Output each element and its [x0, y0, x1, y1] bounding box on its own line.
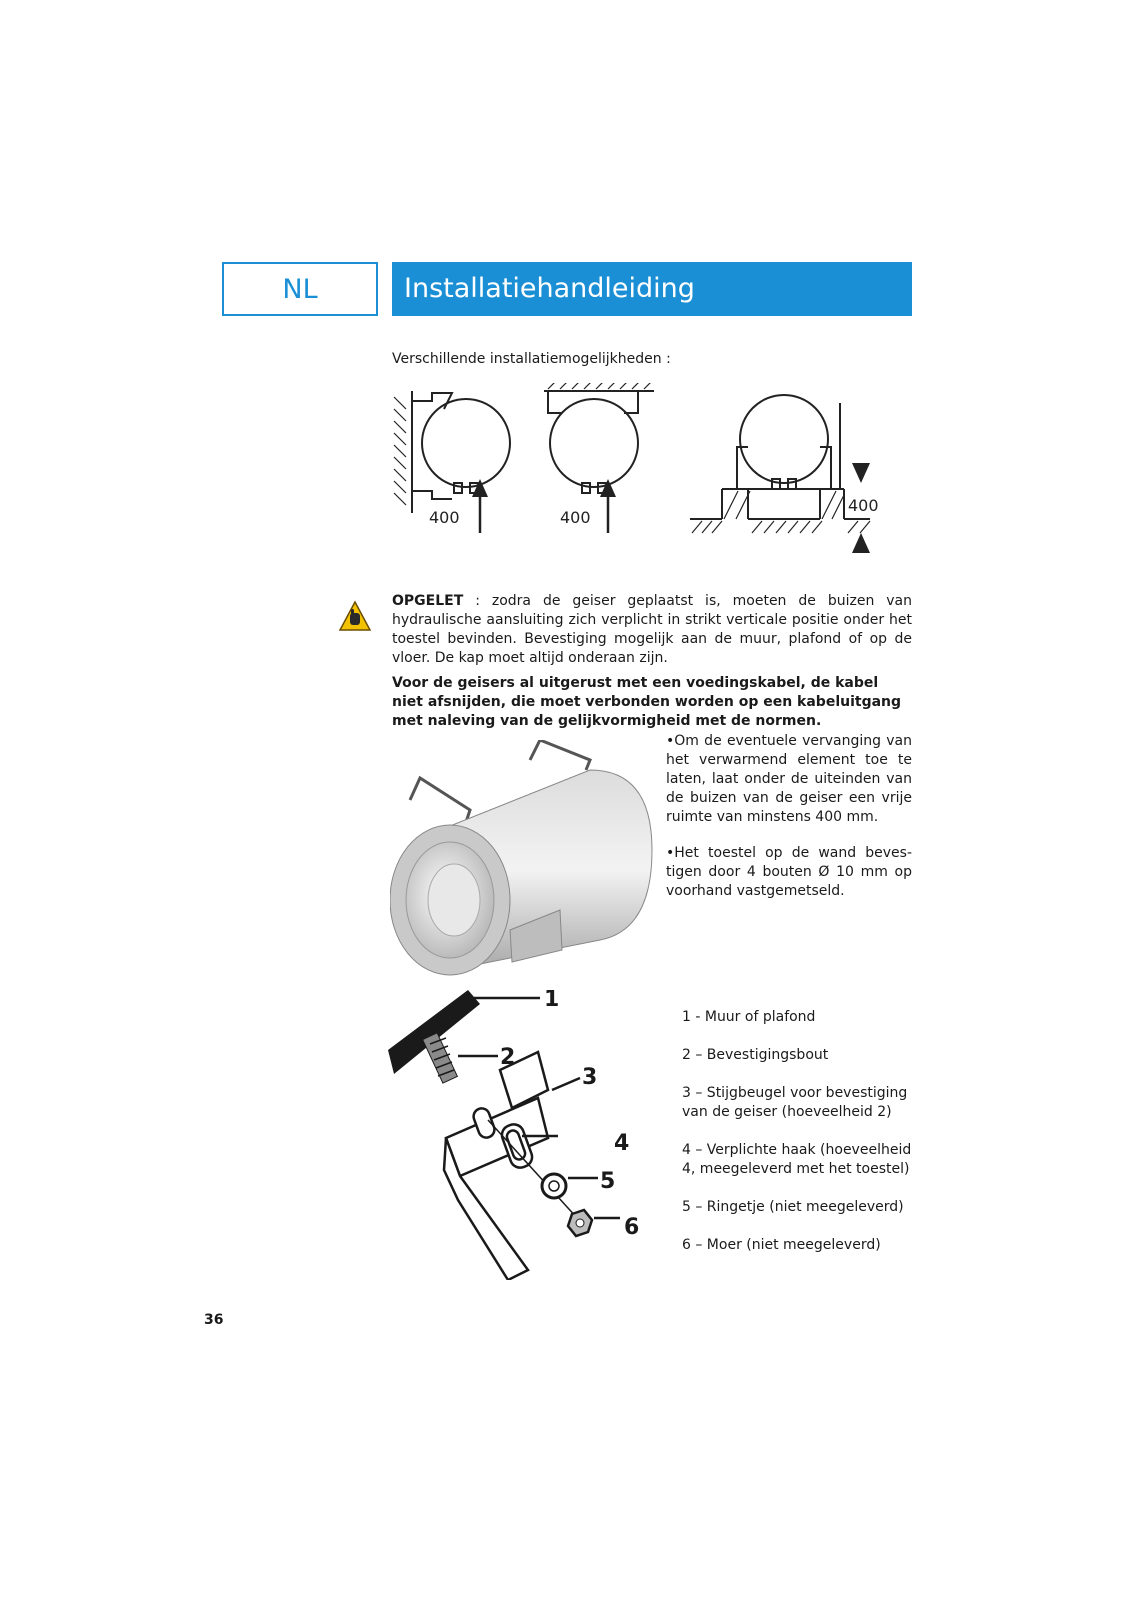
callout-4: 4	[614, 1131, 630, 1156]
warning-paragraph	[392, 592, 912, 668]
warning-label: OPGELET	[392, 593, 464, 609]
dimension-label: 400	[848, 496, 879, 515]
callout-5: 5	[600, 1169, 616, 1194]
callout-2: 2	[500, 1045, 516, 1070]
bracket	[444, 1052, 548, 1280]
dimension-label: 400	[429, 508, 460, 527]
ceiling-mount-diagram	[544, 383, 654, 493]
arrow-down-icon	[852, 463, 870, 483]
water-heater-illustration	[390, 740, 662, 980]
cable-note: Voor de geisers al uitgerust met een voedingskabel, de kabel niet afsnijden, die moet verbonden worden op een kabeluitgang met naleving van de gelijkvormigheid met de normen.	[392, 675, 902, 729]
bullet-clearance: •Om de eventuele vervanging van het verwarmend element toe te laten, laat onder de uiteinden van de buizen van de geiser een vrije ruimte van minstens 400 mm.	[666, 733, 912, 825]
legend-item-3: 3 – Stijgbeugel voor bevestiging van de geiser (hoeveelheid 2)	[682, 1085, 908, 1120]
callout-1: 1	[544, 990, 560, 1012]
legend-item-4: 4 – Verplichte haak (hoeveelheid 4, meegeleverd met het toestel)	[682, 1142, 912, 1177]
callout-6: 6	[624, 1215, 640, 1240]
language-tab: NL	[222, 262, 378, 316]
fixing-detail-illustration	[388, 990, 660, 1280]
intro-text: Verschillende installatiemogelijkheden :	[392, 351, 671, 367]
bolt	[423, 1033, 458, 1083]
page-title: Installatiehandleiding	[392, 262, 912, 316]
warning-hand-icon	[338, 600, 372, 632]
installation-diagrams	[392, 383, 914, 573]
legend-item-1: 1 - Muur of plafond	[682, 1009, 816, 1025]
floor-mount-diagram	[690, 395, 870, 533]
callout-3: 3	[582, 1065, 598, 1090]
legend-item-2: 2 – Bevestigingsbout	[682, 1047, 829, 1063]
arrow-up-icon	[852, 533, 870, 553]
dimension-label: 400	[560, 508, 591, 527]
legend-item-6: 6 – Moer (niet meegeleverd)	[682, 1237, 881, 1253]
warning-text: : zodra de geiser geplaatst is, moeten de buizen van hydraulische aansluiting zich verplicht in strikt verticale positie onder het toestel bevinden. Bevestiging mogelijk aan de muur, plafond of op de vloer. De kap moet altijd onderaan zijn.	[392, 593, 912, 666]
bullet-bolts: •Het toestel op de wand beves-tigen door 4 bouten Ø 10 mm op voorhand vastgemetseld.	[666, 845, 912, 899]
page-number: 36	[204, 1312, 224, 1328]
wall-mount-diagram	[394, 391, 510, 513]
legend-item-5: 5 – Ringetje (niet meegeleverd)	[682, 1199, 904, 1215]
